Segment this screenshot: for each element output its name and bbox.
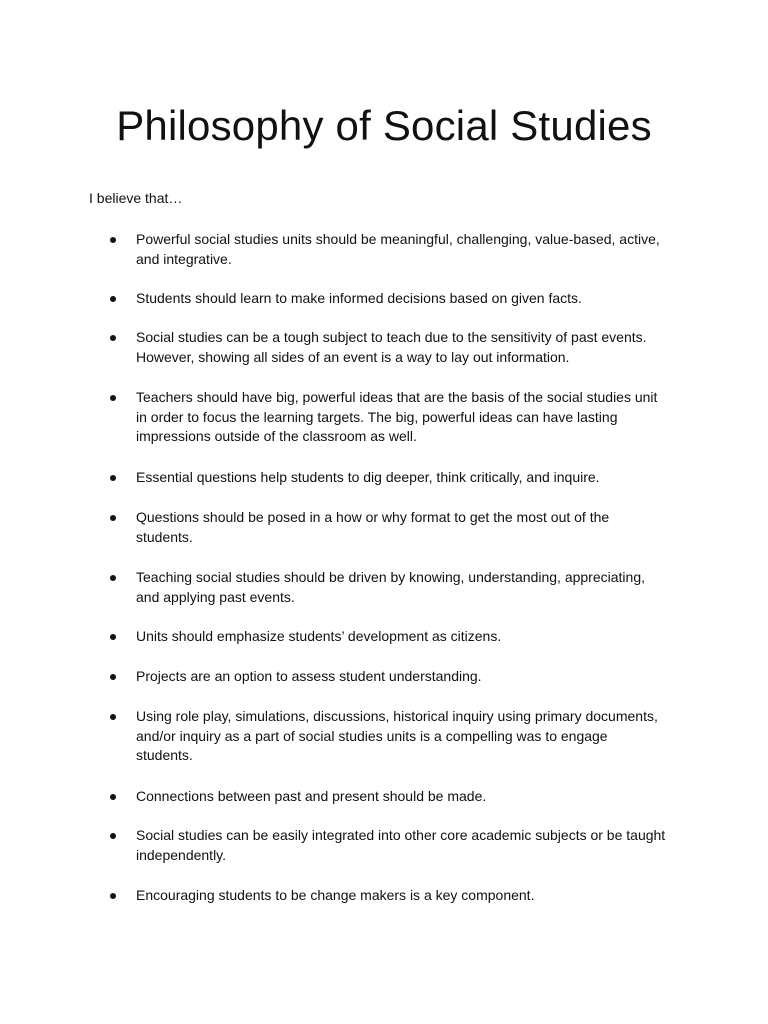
list-item-text: Projects are an option to assess student understanding. [136, 668, 482, 684]
list-item-text: Teachers should have big, powerful ideas that are the basis of the social studies unit in order to focus the learning targets. The big, powerful ideas can have lasting impressions outside of the classroom as well. [136, 389, 658, 444]
bullet-icon [110, 395, 116, 401]
list-item [110, 230, 680, 269]
list-item [110, 388, 680, 447]
list-item-text: Social studies can be a tough subject to teach due to the sensitivity of past events. However, showing all sides of an event is a way to lay out information. [136, 329, 647, 365]
bullet-icon [110, 674, 116, 680]
list-item [110, 568, 680, 607]
intro-text: I believe that… [89, 190, 183, 206]
list-item-text: Encouraging students to be change makers is a key component. [136, 887, 535, 903]
list-item [110, 508, 680, 547]
list-item-text: Teaching social studies should be driven by knowing, understanding, appreciating, and applying past events. [136, 569, 645, 605]
bullet-icon [110, 833, 116, 839]
list-item-text: Social studies can be easily integrated into other core academic subjects or be taught independently. [136, 827, 666, 863]
list-item [110, 468, 680, 488]
bullet-icon [110, 714, 116, 720]
bullet-icon [110, 237, 116, 243]
bullet-icon [110, 296, 116, 302]
page-title: Philosophy of Social Studies [116, 102, 652, 149]
list-item-text: Powerful social studies units should be meaningful, challenging, value-based, active, and integrative. [136, 231, 660, 267]
list-item [110, 627, 680, 647]
list-item [110, 707, 680, 766]
bullet-icon [110, 575, 116, 581]
bullet-icon [110, 335, 116, 341]
list-item-text: Units should emphasize students’ development as citizens. [136, 628, 502, 644]
list-item-text: Connections between past and present should be made. [136, 788, 487, 804]
list-item-text: Essential questions help students to dig deeper, think critically, and inquire. [136, 469, 600, 485]
list-item [110, 667, 680, 687]
list-item [110, 826, 680, 865]
list-item [110, 328, 680, 367]
bullet-icon [110, 794, 116, 800]
bullet-icon [110, 475, 116, 481]
bullet-icon [110, 634, 116, 640]
list-item-text: Using role play, simulations, discussions, historical inquiry using primary documents, and/or inquiry as a part of social studies units is a compelling was to engage students. [136, 708, 658, 763]
list-item-text: Questions should be posed in a how or why format to get the most out of the students. [136, 509, 610, 545]
bullet-icon [110, 893, 116, 899]
list-item [110, 787, 680, 807]
bullet-icon [110, 515, 116, 521]
list-item [110, 289, 680, 309]
list-item-text: Students should learn to make informed decisions based on given facts. [136, 290, 582, 306]
list-item [110, 886, 680, 906]
